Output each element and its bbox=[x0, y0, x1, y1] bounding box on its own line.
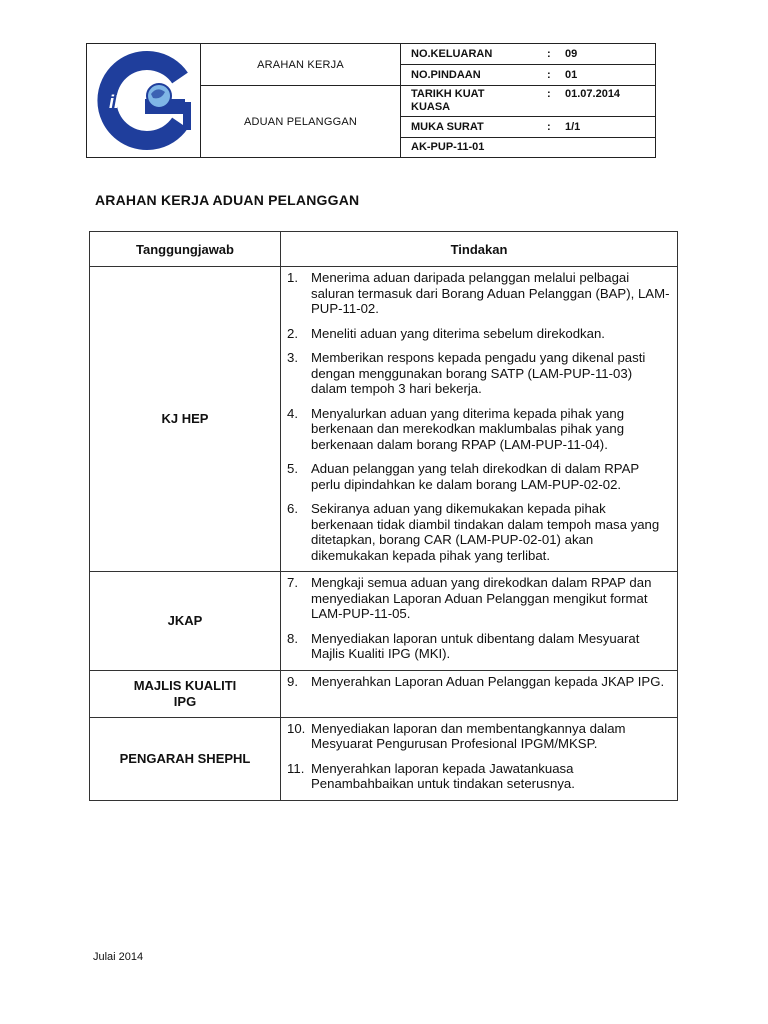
item-text: Menyediakan laporan untuk dibentang dalam Mesyuarat Majlis Kualiti IPG (MKI). bbox=[311, 630, 640, 661]
item-number: 4. bbox=[287, 405, 298, 421]
action-list bbox=[287, 721, 671, 792]
item-text: Memberikan respons kepada pengadu yang dikenal pasti dengan menggunakan borang SATP (LAM-PUP-11-03) dalam tempoh 3 hari bekerja. bbox=[311, 350, 646, 396]
action-cell bbox=[281, 670, 678, 717]
action-cell bbox=[281, 267, 678, 572]
document-header bbox=[86, 43, 656, 158]
responsibility-cell: JKAP bbox=[90, 572, 281, 671]
item-text: Menyerahkan Laporan Aduan Pelanggan kepada JKAP IPG. bbox=[311, 673, 665, 689]
doc-name-cell: ADUAN PELANGGAN bbox=[201, 86, 401, 157]
ipg-logo bbox=[87, 44, 200, 157]
footer-date: Julai 2014 bbox=[93, 951, 144, 963]
table-row bbox=[90, 717, 678, 800]
item-number: 9. bbox=[287, 673, 298, 689]
column-header-responsibility: Tanggungjawab bbox=[90, 232, 281, 267]
meta-row-keluaran: NO.KELUARAN : 09 bbox=[401, 44, 655, 65]
item-number: 8. bbox=[287, 630, 298, 646]
list-item bbox=[287, 461, 671, 492]
item-number: 2. bbox=[287, 325, 298, 341]
list-item bbox=[287, 761, 671, 792]
item-text: Menerima aduan daripada pelanggan melalui pelbagai saluran termasuk dari Borang Aduan Pelanggan (BAP), LAM-PUP-11-02. bbox=[311, 270, 670, 316]
item-number: 1. bbox=[287, 270, 298, 285]
action-cell bbox=[281, 572, 678, 671]
meta-row-muka-surat: MUKA SURAT : 1/1 bbox=[401, 117, 655, 138]
item-number: 10. bbox=[287, 720, 306, 736]
action-list bbox=[287, 674, 671, 690]
list-item bbox=[287, 721, 671, 752]
responsibility-cell: MAJLIS KUALITI IPG bbox=[90, 670, 281, 717]
item-text: Aduan pelanggan yang telah direkodkan di dalam RPAP perlu dipindahkan ke dalam borang LAM-PUP-02-02. bbox=[311, 461, 639, 492]
item-text: Menyalurkan aduan yang diterima kepada pihak yang berkenaan dan merekodkan maklumbalas pihak yang berkenaan dalam borang RPAP (LAM-PUP-11-04). bbox=[311, 405, 625, 452]
item-text: Sekiranya aduan yang dikemukakan kepada pihak berkenaan tidak diambil tindakan dalam tempoh masa yang ditetapkan, borang CAR (LAM-PUP-02-01) akan dikemukakan kepada pihak yang terlibat. bbox=[311, 501, 660, 563]
logo-cell bbox=[87, 44, 201, 157]
list-item bbox=[287, 631, 671, 662]
table-row bbox=[90, 267, 678, 572]
action-list bbox=[287, 270, 671, 563]
list-item bbox=[287, 406, 671, 453]
column-header-action: Tindakan bbox=[281, 232, 678, 267]
list-item bbox=[287, 270, 671, 317]
list-item bbox=[287, 575, 671, 622]
item-number: 6. bbox=[287, 501, 298, 516]
logo-text: iPG bbox=[109, 92, 141, 112]
item-text: Meneliti aduan yang diterima sebelum direkodkan. bbox=[311, 325, 605, 341]
list-item bbox=[287, 350, 671, 397]
meta-row-tarikh: TARIKH KUAT KUASA : 01.07.2014 bbox=[401, 86, 655, 117]
list-item bbox=[287, 501, 671, 563]
list-item bbox=[287, 326, 671, 342]
item-text: Menyediakan laporan dan membentangkannya dalam Mesyuarat Pengurusan Profesional IPGM/MKSP. bbox=[311, 720, 626, 751]
action-cell bbox=[281, 717, 678, 800]
item-text: Menyerahkan laporan kepada Jawatankuasa Penambahbaikan untuk tindakan seterusnya. bbox=[311, 760, 575, 791]
item-number: 7. bbox=[287, 575, 298, 590]
item-number: 5. bbox=[287, 461, 298, 476]
list-item bbox=[287, 674, 671, 690]
meta-row-pindaan: NO.PINDAAN : 01 bbox=[401, 65, 655, 86]
action-list bbox=[287, 575, 671, 662]
responsibility-cell: PENGARAH SHEPHL bbox=[90, 717, 281, 800]
page-title: ARAHAN KERJA ADUAN PELANGGAN bbox=[95, 192, 360, 208]
doc-type-cell: ARAHAN KERJA bbox=[201, 44, 401, 86]
table-row bbox=[90, 572, 678, 671]
responsibility-cell: KJ HEP bbox=[90, 267, 281, 572]
meta-row-doc-code: AK-PUP-11-01 bbox=[411, 141, 485, 153]
item-text: Mengkaji semua aduan yang direkodkan dalam RPAP dan menyediakan Laporan Aduan Pelanggan mengikut format LAM-PUP-11-05. bbox=[311, 575, 652, 621]
item-number: 11. bbox=[287, 760, 305, 776]
responsibility-table bbox=[89, 231, 678, 801]
table-header-row bbox=[90, 232, 678, 267]
item-number: 3. bbox=[287, 350, 298, 365]
table-row bbox=[90, 670, 678, 717]
